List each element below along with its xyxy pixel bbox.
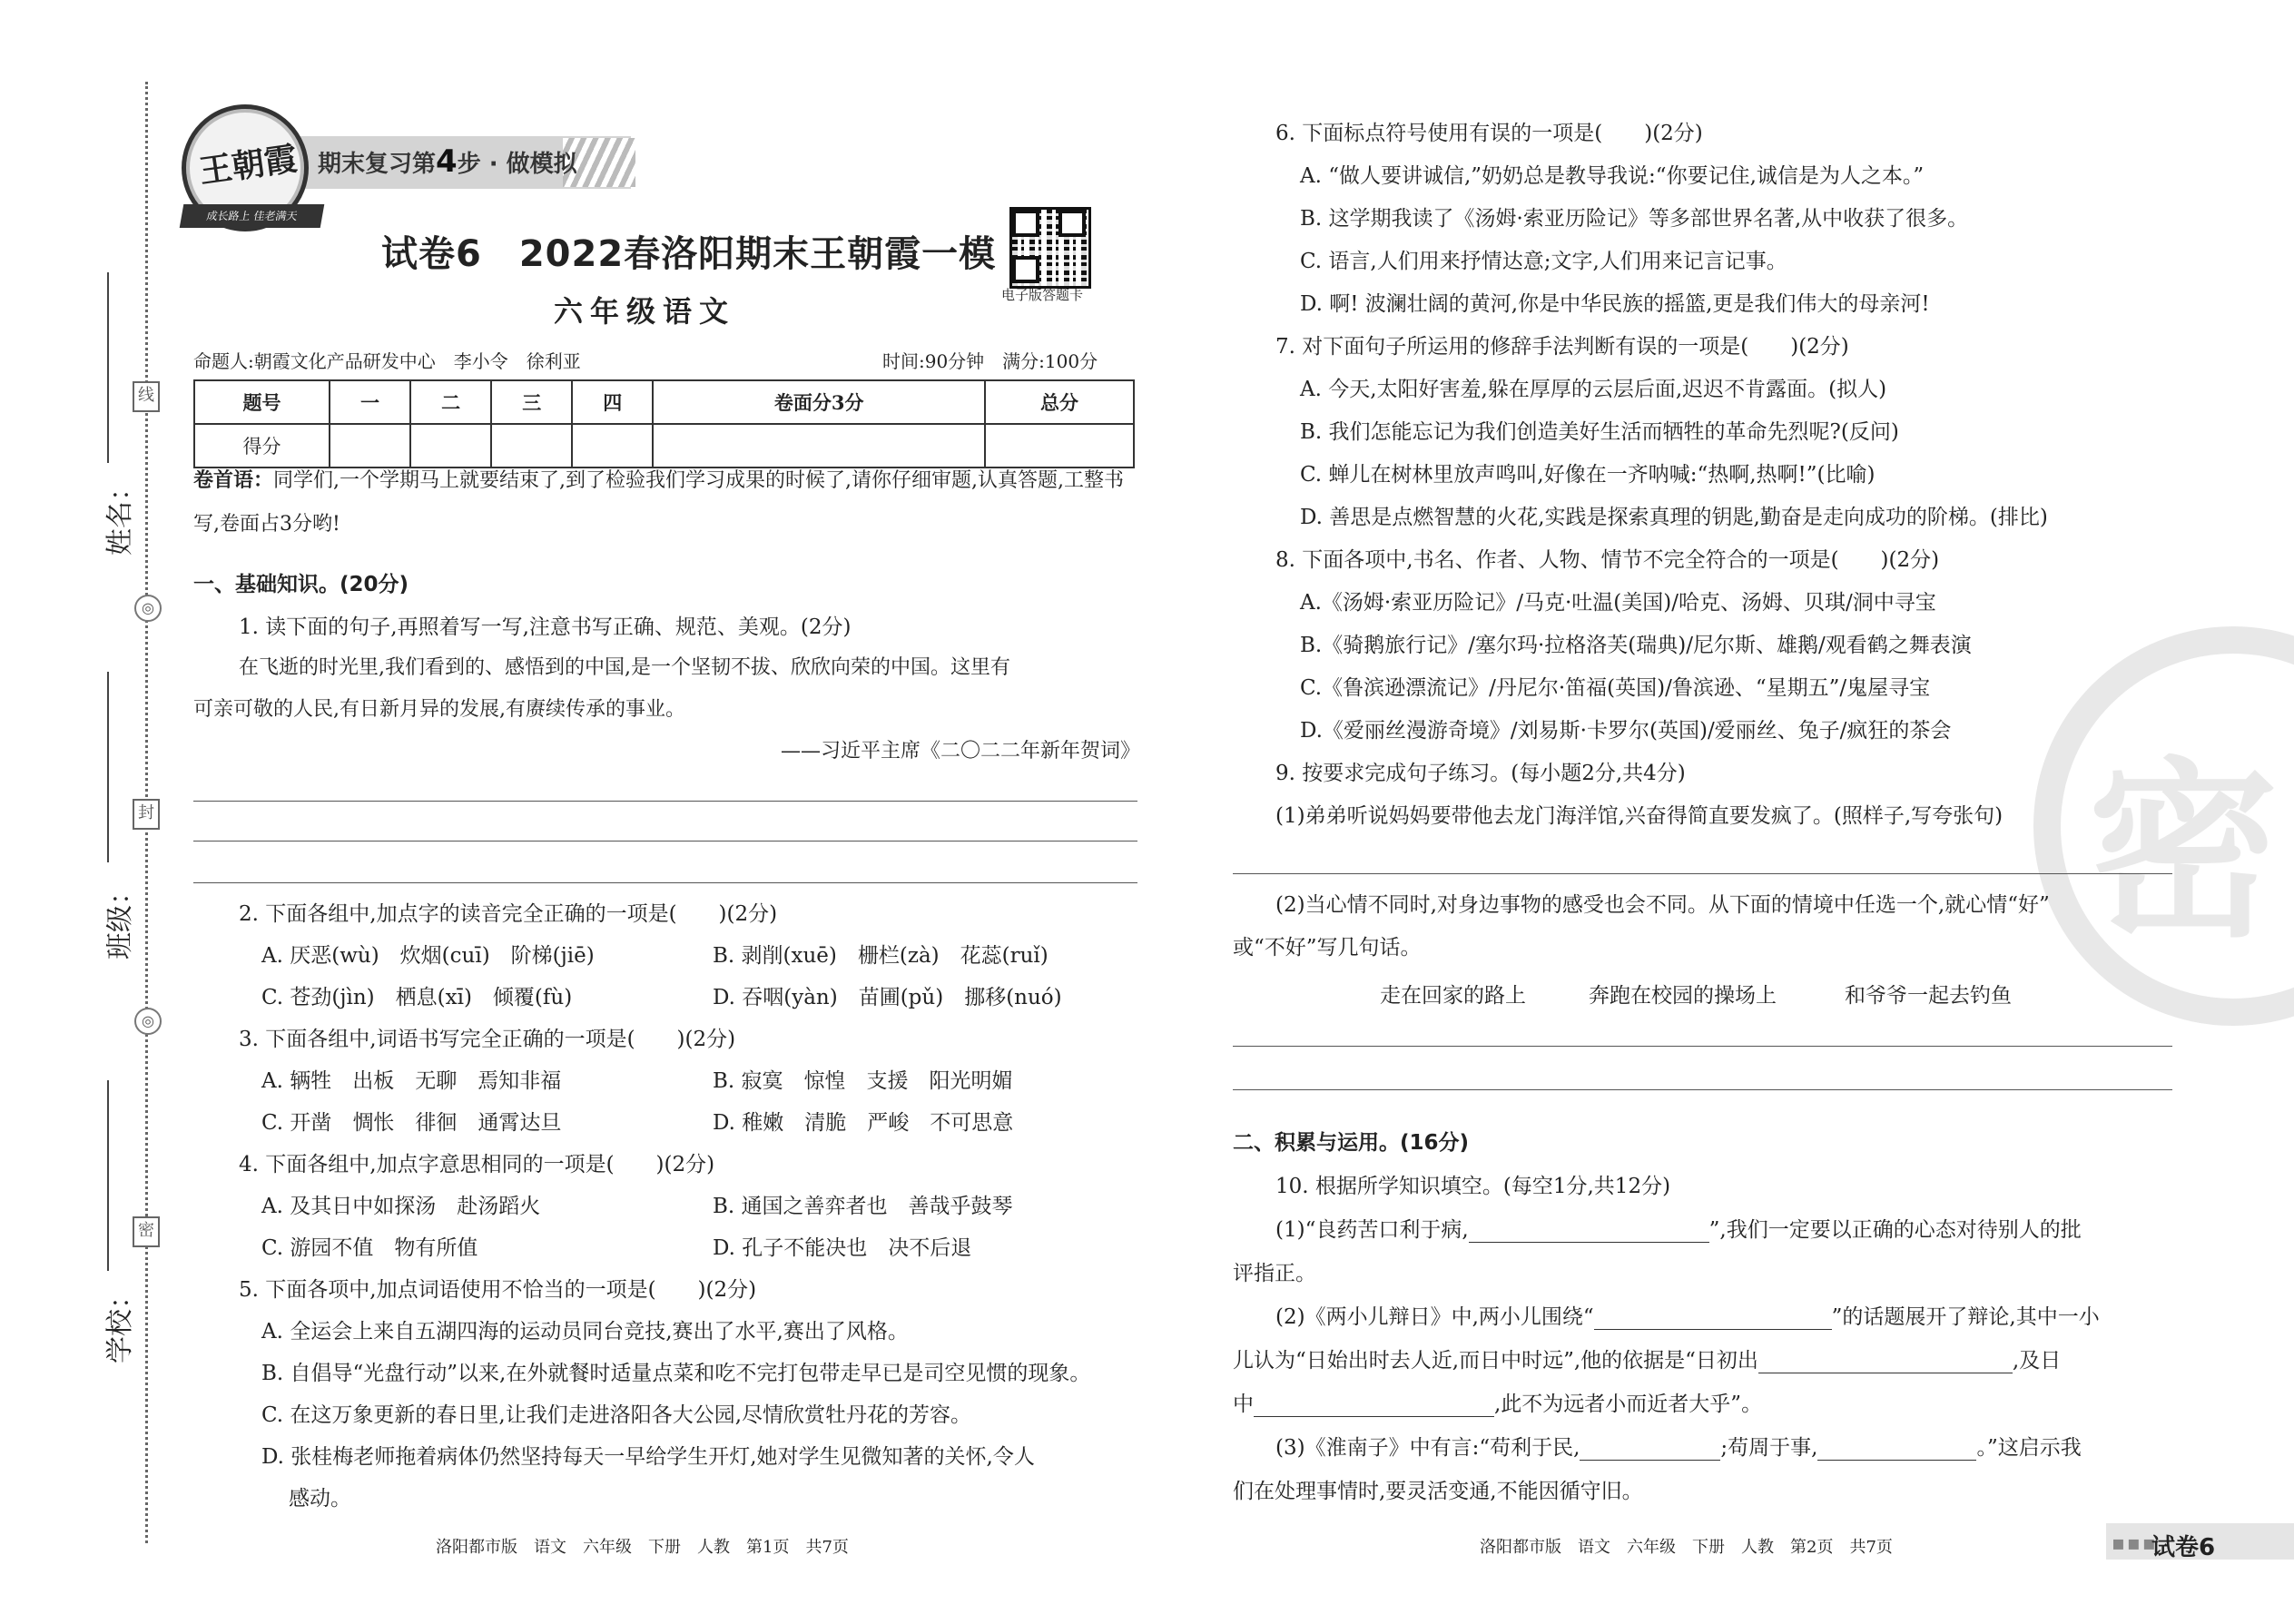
logo-ribbon: 成长路上 佳老满天 xyxy=(180,204,325,228)
q10-part1-cont: 评指正。 xyxy=(1233,1262,1316,1285)
cut-circle-2: ◎ xyxy=(134,1008,162,1035)
qr-finder-icon xyxy=(1012,256,1039,283)
q1-answer-line[interactable] xyxy=(193,841,1137,842)
q9-part1: (1)弟弟听说妈妈要带他去龙门海洋馆,兴奋得简直要发疯了。(照样子,写夸张句) xyxy=(1275,804,2004,828)
q6-prompt: 6. 下面标点符号使用有误的一项是( )(2分) xyxy=(1275,122,1703,145)
q9-part2-line2: 或“不好”写几句话。 xyxy=(1233,936,1422,960)
cut-mark-3: 密 xyxy=(133,1216,160,1247)
section1-title: 一、基础知识。(20分) xyxy=(193,573,409,596)
q5-option-b[interactable]: B. 自倡导“光盘行动”以来,在外就餐时适量点菜和吃不完打包带走早已是司空见惯的现象。 xyxy=(261,1362,1091,1385)
score-header: 卷面分3分 xyxy=(653,380,985,424)
score-header: 二 xyxy=(410,380,491,424)
q3-option-d[interactable]: D. 稚嫩 清脆 严峻 不可思意 xyxy=(713,1111,1014,1135)
footer-left: 洛阳都市版 语文 六年级 下册 人教 第1页 共7页 xyxy=(436,1538,849,1557)
q2-option-a[interactable]: A. 厌恶(wù) 炊烟(cuī) 阶梯(jiē) xyxy=(261,944,595,968)
footer-right: 洛阳都市版 语文 六年级 下册 人教 第2页 共7页 xyxy=(1480,1538,1893,1557)
page-mark-dots-icon: ▪▪▪ xyxy=(2112,1532,2158,1555)
score-header: 三 xyxy=(491,380,572,424)
name-line xyxy=(107,272,109,463)
qr-finder-icon xyxy=(1012,210,1039,237)
q1-source: ——习近平主席《二〇二二年新年贺词》 xyxy=(781,740,1141,763)
q5-option-a[interactable]: A. 全运会上来自五湖四海的运动员同台竞技,赛出了水平,赛出了风格。 xyxy=(261,1320,909,1343)
score-header: 一 xyxy=(330,380,410,424)
score-row-label: 得分 xyxy=(194,424,330,468)
score-table xyxy=(193,379,1135,468)
exam-subtitle: 六年级语文 xyxy=(554,294,736,329)
q2-option-d[interactable]: D. 吞咽(yàn) 苗圃(pǔ) 挪移(nuó) xyxy=(713,986,1062,1009)
q4-option-c[interactable]: C. 游园不值 物有所值 xyxy=(261,1236,478,1260)
score-header: 总分 xyxy=(985,380,1134,424)
q7-option-b[interactable]: B. 我们怎能忘记为我们创造美好生活而牺牲的革命先烈呢?(反问) xyxy=(1300,420,1899,444)
q8-prompt: 8. 下面各项中,书名、作者、人物、情节不完全符合的一项是( )(2分) xyxy=(1275,548,1940,572)
section2-title: 二、积累与运用。(16分) xyxy=(1233,1131,1470,1155)
q6-option-d[interactable]: D. 啊! 波澜壮阔的黄河,你是中华民族的摇篮,更是我们伟大的母亲河! xyxy=(1300,292,1930,316)
q1-answer-line[interactable] xyxy=(193,801,1137,802)
q10-blank[interactable] xyxy=(1758,1349,2013,1373)
q10-part2-cont: 儿认为“日始出时去人近,而日中时远”,他的依据是“日初出 ,及日 xyxy=(1233,1349,2062,1373)
q8-option-a[interactable]: A.《汤姆·索亚历险记》/马克·吐温(美国)/哈克、汤姆、贝琪/洞中寻宝 xyxy=(1300,591,1936,615)
page-mark: 试卷6 xyxy=(2151,1534,2216,1561)
intro: 卷首语：同学们,一个学期马上就要结束了,到了检验我们学习成果的时候了,请你仔细审题,认真答题,工整书写,卷面占3分哟! xyxy=(193,468,1124,536)
score-header: 四 xyxy=(572,380,653,424)
cut-circle-1: ◎ xyxy=(134,595,162,622)
q4-option-b[interactable]: B. 通国之善弈者也 善哉乎鼓琴 xyxy=(713,1195,1013,1218)
q3-option-b[interactable]: B. 寂寞 惊惶 支援 阳光明媚 xyxy=(713,1069,1013,1093)
q9-answer-line[interactable] xyxy=(1233,873,2172,874)
q5-prompt: 5. 下面各项中,加点词语使用不恰当的一项是( )(2分) xyxy=(239,1278,757,1302)
q9-scene-1[interactable]: 走在回家的路上 xyxy=(1380,984,1526,1008)
q10-blank[interactable] xyxy=(1254,1393,1494,1417)
cut-mark-2: 封 xyxy=(133,799,160,830)
q1-answer-line[interactable] xyxy=(193,882,1137,883)
q7-option-d[interactable]: D. 善思是点燃智慧的火花,实践是探索真理的钥匙,勤奋是走向成功的阶梯。(排比) xyxy=(1300,506,2048,529)
q3-option-a[interactable]: A. 辆牲 出板 无聊 焉知非福 xyxy=(261,1069,562,1093)
exam-title: 试卷6 2022春洛阳期末王朝霞一模 xyxy=(381,233,997,275)
q9-prompt: 9. 按要求完成句子练习。(每小题2分,共4分) xyxy=(1275,762,1686,785)
q10-blank[interactable] xyxy=(1580,1436,1720,1461)
time-score: 时间:90分钟 满分:100分 xyxy=(882,350,1098,372)
q10-part3-cont: 们在处理事情时,要灵活变通,不能因循守旧。 xyxy=(1233,1480,1643,1503)
q3-option-c[interactable]: C. 开凿 惆怅 徘徊 通霄达旦 xyxy=(261,1111,562,1135)
q8-option-c[interactable]: C.《鲁滨逊漂流记》/丹尼尔·笛福(英国)/鲁滨逊、“星期五”/鬼屋寻宝 xyxy=(1300,676,1931,700)
q7-option-c[interactable]: C. 蝉儿在树林里放声鸣叫,好像在一齐呐喊:“热啊,热啊!”(比喻) xyxy=(1300,463,1876,487)
qr-finder-icon xyxy=(1058,210,1086,237)
q10-prompt: 10. 根据所学知识填空。(每空1分,共12分) xyxy=(1275,1175,1671,1198)
banner-text: 期末复习第4步 · 做模拟 xyxy=(318,143,577,180)
q10-part2-cont2: 中 ,此不为远者小而近者大乎”。 xyxy=(1233,1393,1763,1416)
q10-part3: (3)《淮南子》中有言:“苟利于民, ;苟周于事, 。”这启示我 xyxy=(1275,1436,2082,1460)
name-label: 姓名： xyxy=(104,474,136,556)
q4-option-d[interactable]: D. 孔子不能决也 决不后退 xyxy=(713,1236,972,1260)
q4-option-a[interactable]: A. 及其日中如探汤 赴汤蹈火 xyxy=(261,1195,541,1218)
q5-option-c[interactable]: C. 在这万象更新的春日里,让我们走进洛阳各大公园,尽情欣赏牡丹花的芳容。 xyxy=(261,1403,972,1427)
q9-answer-line[interactable] xyxy=(1233,1046,2172,1047)
q10-blank[interactable] xyxy=(1817,1436,1976,1461)
q1-passage-1: 在飞逝的时光里,我们看到的、感悟到的中国,是一个坚韧不拔、欣欣向荣的中国。这里有 xyxy=(239,656,1010,679)
q10-part2: (2)《两小儿辩日》中,两小儿围绕“ ”的话题展开了辩论,其中一小 xyxy=(1275,1305,2100,1329)
q6-option-b[interactable]: B. 这学期我读了《汤姆·索亚历险记》等多部世界名著,从中收获了很多。 xyxy=(1300,207,1969,231)
q9-answer-line[interactable] xyxy=(1233,1089,2172,1090)
school-label: 学校： xyxy=(104,1282,136,1363)
q5-option-d[interactable]: D. 张桂梅老师拖着病体仍然坚持每天一早给学生开灯,她对学生见微知著的关怀,令人 xyxy=(261,1445,1035,1469)
q10-blank[interactable] xyxy=(1594,1305,1832,1330)
authors: 命题人:朝霞文化产品研发中心 李小令 徐利亚 xyxy=(193,350,581,372)
logo-brand: 王朝霞 xyxy=(196,139,300,192)
q9-part2-line1: (2)当心情不同时,对身边事物的感受也会不同。从下面的情境中任选一个,就心情“好” xyxy=(1275,893,2050,917)
school-line xyxy=(107,1080,109,1271)
q2-prompt: 2. 下面各组中,加点字的读音完全正确的一项是( )(2分) xyxy=(239,902,778,926)
cut-mark-1: 线 xyxy=(133,381,160,412)
q7-prompt: 7. 对下面句子所运用的修辞手法判断有误的一项是( )(2分) xyxy=(1275,335,1849,359)
q4-prompt: 4. 下面各组中,加点字意思相同的一项是( )(2分) xyxy=(239,1153,715,1176)
q9-scene-3[interactable]: 和爷爷一起去钓鱼 xyxy=(1845,984,2012,1008)
class-line xyxy=(107,672,109,862)
qr-caption: 电子版答题卡 xyxy=(1001,287,1084,303)
q9-scene-2[interactable]: 奔跑在校园的操场上 xyxy=(1589,984,1777,1008)
q6-option-c[interactable]: C. 语言,人们用来抒情达意;文字,人们用来记言记事。 xyxy=(1300,250,1787,273)
class-label: 班级： xyxy=(104,878,136,960)
q8-option-d[interactable]: D.《爱丽丝漫游奇境》/刘易斯·卡罗尔(英国)/爱丽丝、兔子/疯狂的茶会 xyxy=(1300,719,1952,743)
q2-option-c[interactable]: C. 苍劲(jìn) 栖息(xī) 倾覆(fù) xyxy=(261,986,573,1009)
q10-blank[interactable] xyxy=(1469,1218,1709,1243)
q8-option-b[interactable]: B.《骑鹅旅行记》/塞尔玛·拉格洛芙(瑞典)/尼尔斯、雄鹅/观看鹤之舞表演 xyxy=(1300,634,1972,657)
q7-option-a[interactable]: A. 今天,太阳好害羞,躲在厚厚的云层后面,迟迟不肯露面。(拟人) xyxy=(1300,378,1887,401)
q5-option-d-cont: 感动。 xyxy=(289,1487,351,1511)
score-header: 题号 xyxy=(194,380,330,424)
q1-passage-2: 可亲可敬的人民,有日新月异的发展,有赓续传承的事业。 xyxy=(193,698,685,721)
q2-option-b[interactable]: B. 剥削(xuē) 栅栏(zà) 花蕊(ruǐ) xyxy=(713,944,1049,968)
seal-watermark-glyph: 密 xyxy=(2088,739,2279,963)
q1-prompt: 1. 读下面的句子,再照着写一写,注意书写正确、规范、美观。(2分) xyxy=(239,615,852,639)
q3-prompt: 3. 下面各组中,词语书写完全正确的一项是( )(2分) xyxy=(239,1028,736,1051)
q6-option-a[interactable]: A. “做人要讲诚信,”奶奶总是教导我说:“你要记住,诚信是为人之本。” xyxy=(1300,164,1925,188)
q10-part1: (1)“良药苦口利于病, ”,我们一定要以正确的心态对待别人的批 xyxy=(1275,1218,2082,1242)
